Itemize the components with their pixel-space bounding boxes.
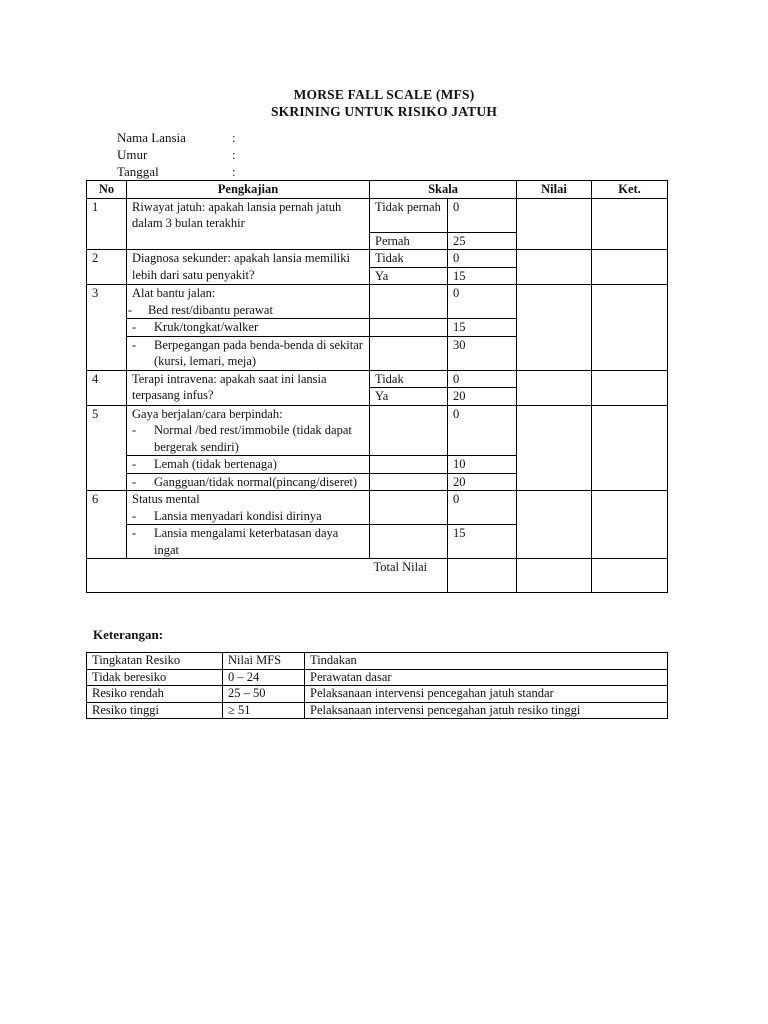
dash-mark: -: [132, 474, 137, 489]
table-header-row: [87, 181, 668, 199]
sub-option: [132, 474, 364, 491]
header-nilai: Nilai: [517, 181, 592, 199]
scale-option: [370, 285, 448, 319]
document-subtitle: SKRINING UNTUK RISIKO JATUH: [270, 104, 498, 119]
sub-option-text: Kruk/tongkat/walker: [154, 320, 259, 334]
scale-option: [370, 405, 448, 456]
item-heading: Gaya berjalan/cara berpindah:: [132, 406, 283, 421]
total-nilai-cell[interactable]: [517, 559, 592, 593]
dash-mark: -: [132, 320, 137, 334]
scale-value: 0: [448, 370, 517, 388]
header-ket: Ket.: [592, 181, 668, 199]
item-no: 5: [87, 405, 127, 491]
legend-header-cell: Tingkatan Resiko: [87, 653, 223, 670]
scale-option: Ya: [370, 267, 448, 285]
nilai-cell[interactable]: [517, 405, 592, 491]
item-question: [127, 525, 370, 559]
sub-option: [132, 525, 364, 558]
legend-cell: Resiko rendah: [87, 686, 223, 703]
legend-cell: 25 – 50: [223, 686, 305, 703]
ket-cell[interactable]: [592, 491, 668, 559]
header-pengkajian: Pengkajian: [127, 181, 370, 199]
info-sep: :: [232, 147, 236, 162]
nilai-cell[interactable]: [517, 491, 592, 559]
scale-value: 30: [448, 336, 517, 370]
sub-option-text: Bed rest/dibantu perawat: [148, 302, 273, 317]
scale-option: Pernah: [370, 232, 448, 250]
sub-option-text: Lemah (tidak bertenaga): [154, 457, 277, 471]
nilai-cell[interactable]: [517, 285, 592, 371]
info-row-nama: [117, 130, 236, 146]
item-question: [127, 285, 370, 319]
dash-mark: -: [132, 337, 137, 352]
sub-option: [132, 319, 364, 336]
item-no: 1: [87, 198, 127, 250]
total-label: Total Nilai: [370, 559, 448, 593]
legend-header-row: [87, 653, 668, 670]
header-no: No: [87, 181, 127, 199]
scale-value: 0: [448, 285, 517, 319]
item-no: 6: [87, 491, 127, 559]
item-question: Diagnosa sekunder: apakah lansia memiliki lebih dari satu penyakit?: [127, 250, 370, 285]
sub-option-text: Normal /bed rest/immobile (tidak dapat bergerak sendiri): [154, 423, 352, 454]
legend-cell: Pelaksanaan intervensi pencegahan jatuh resiko tinggi: [305, 702, 668, 719]
table-row: [87, 491, 668, 525]
scale-option: [370, 319, 448, 337]
table-row: [87, 370, 668, 388]
ket-cell[interactable]: [592, 285, 668, 371]
ket-cell[interactable]: [592, 250, 668, 285]
item-question: [127, 456, 370, 474]
item-question: Terapi intravena: apakah saat ini lansia terpasang infus?: [127, 370, 370, 405]
info-row-tanggal: [117, 164, 236, 180]
table-row: [87, 285, 668, 319]
scale-value: 25: [448, 232, 517, 250]
legend-row: [87, 669, 668, 686]
item-question: [127, 491, 370, 525]
document-title: MORSE FALL SCALE (MFS): [293, 87, 475, 102]
info-label-tanggal: Tanggal: [117, 164, 159, 179]
dash-mark: -: [132, 508, 137, 523]
sub-option-text: Berpegangan pada benda-benda di sekitar (kursi, lemari, meja): [154, 337, 363, 368]
sub-option: [132, 456, 364, 473]
legend-row: [87, 686, 668, 703]
ket-cell[interactable]: [592, 370, 668, 405]
item-no: 2: [87, 250, 127, 285]
total-spacer: [87, 559, 370, 593]
table-row: [87, 198, 668, 232]
legend-cell: Perawatan dasar: [305, 669, 668, 686]
ket-cell[interactable]: [592, 405, 668, 491]
scale-option: [370, 525, 448, 559]
nilai-cell[interactable]: [517, 370, 592, 405]
scale-option: Tidak: [370, 250, 448, 268]
total-value[interactable]: [448, 559, 517, 593]
sub-option: [128, 302, 364, 319]
scale-value: 20: [448, 473, 517, 491]
scale-option: Tidak pernah: [370, 198, 448, 232]
dash-mark: -: [132, 526, 137, 540]
scale-value: 20: [448, 388, 517, 406]
sub-option-text: Lansia mengalami keterbatasan daya ingat: [154, 526, 339, 557]
info-row-umur: [117, 147, 236, 163]
legend-cell: Resiko tinggi: [87, 702, 223, 719]
legend-header-cell: Tindakan: [305, 653, 668, 670]
scale-value: 0: [448, 405, 517, 456]
scale-value: 15: [448, 319, 517, 337]
item-heading: Status mental: [132, 492, 200, 506]
legend-cell: 0 – 24: [223, 669, 305, 686]
scale-value: 15: [448, 525, 517, 559]
header-skala: Skala: [370, 181, 517, 199]
legend-header-cell: Nilai MFS: [223, 653, 305, 670]
info-label-nama: Nama Lansia: [117, 130, 186, 145]
sub-option-text: Lansia menyadari kondisi dirinya: [154, 508, 322, 523]
item-question: [127, 336, 370, 370]
sub-option: [132, 422, 364, 455]
nilai-cell[interactable]: [517, 250, 592, 285]
item-question: Riwayat jatuh: apakah lansia pernah jatuh dalam 3 bulan terakhir: [127, 198, 370, 250]
scale-value: 0: [448, 491, 517, 525]
ket-cell[interactable]: [592, 198, 668, 250]
item-question: [127, 473, 370, 491]
legend-row: [87, 702, 668, 719]
mfs-table: [86, 180, 668, 593]
dash-mark: -: [132, 423, 137, 437]
dash-mark: -: [132, 457, 137, 471]
nilai-cell[interactable]: [517, 198, 592, 250]
info-label-umur: Umur: [117, 147, 148, 162]
table-row: [87, 405, 668, 456]
legend-cell: Tidak beresiko: [87, 669, 223, 686]
sub-option: [132, 508, 364, 525]
item-heading: Alat bantu jalan:: [132, 286, 216, 300]
scale-option: Ya: [370, 388, 448, 406]
info-sep: :: [232, 164, 236, 179]
item-no: 3: [87, 285, 127, 371]
info-sep: :: [232, 130, 236, 145]
total-ket-cell[interactable]: [592, 559, 668, 593]
scale-option: [370, 491, 448, 525]
keterangan-label: Keterangan:: [93, 627, 164, 642]
scale-option: [370, 456, 448, 474]
scale-value: 0: [448, 250, 517, 268]
item-question: [127, 405, 370, 456]
scale-value: 0: [448, 198, 517, 232]
total-row: [87, 559, 668, 593]
table-row: [87, 250, 668, 268]
scale-option: Tidak: [370, 370, 448, 388]
sub-option-text: Gangguan/tidak normal(pincang/diseret): [154, 474, 358, 489]
scale-option: [370, 336, 448, 370]
scale-value: 10: [448, 456, 517, 474]
sub-option: [132, 337, 364, 370]
scale-option: [370, 473, 448, 491]
legend-cell: Pelaksanaan intervensi pencegahan jatuh standar: [305, 686, 668, 703]
scale-value: 15: [448, 267, 517, 285]
dash-mark: -: [128, 302, 133, 317]
legend-table: [86, 652, 668, 719]
item-question: [127, 319, 370, 337]
legend-cell: ≥ 51: [223, 702, 305, 719]
item-no: 4: [87, 370, 127, 405]
